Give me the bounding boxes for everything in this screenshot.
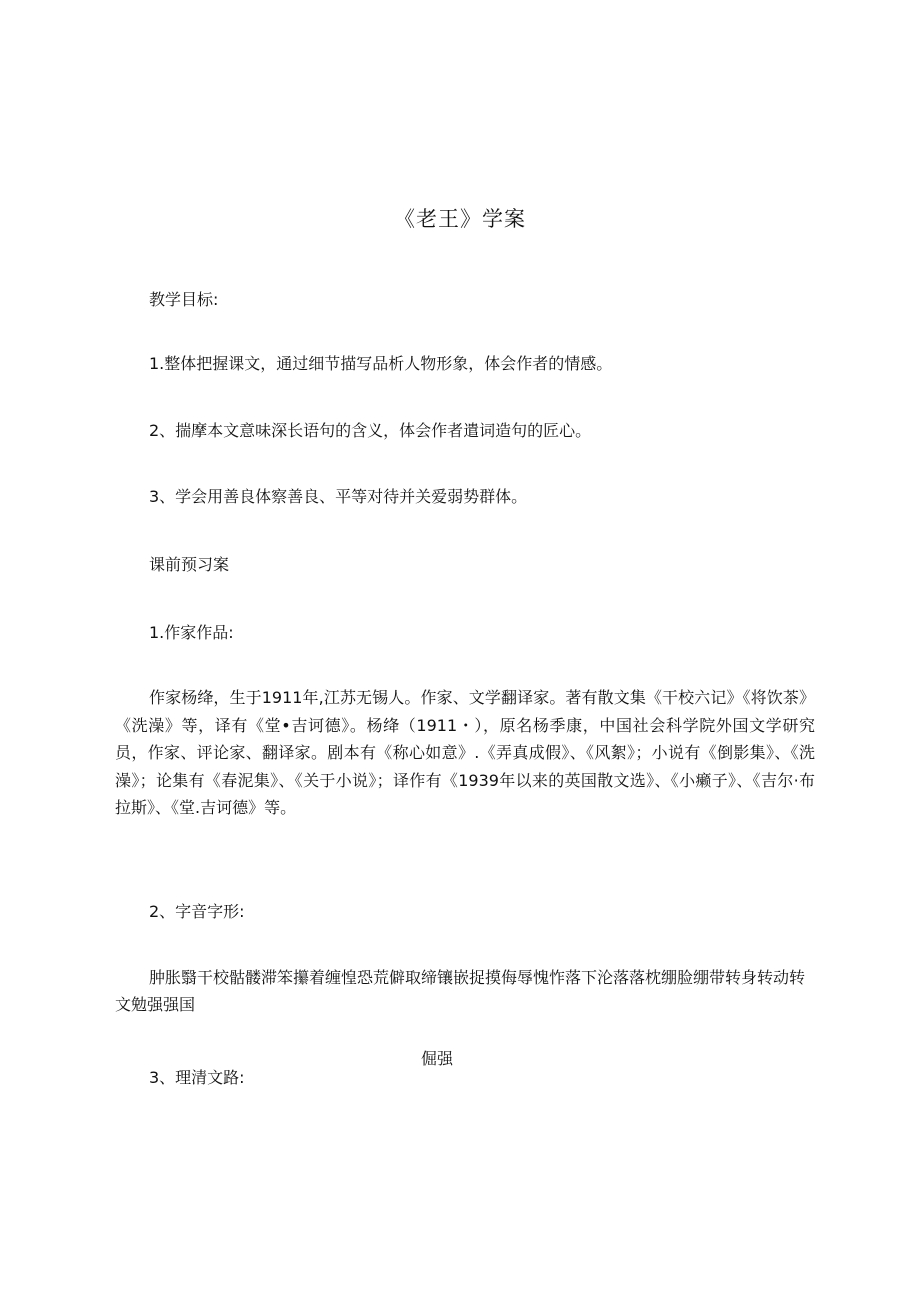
pronunciation-heading: 2、字音字形: [149, 902, 245, 921]
preview-heading: 课前预习案 [149, 555, 230, 574]
author-works-heading: 1.作家作品: [149, 623, 234, 642]
author-works-paragraph: 作家杨绛，生于1911年,江苏无锡人。作家、文学翻译家。著有散文集《干校六记》《将饮茶》《洗澡》等，译有《堂•吉诃德》。杨绛（1911・），原名杨季康，中国社会科学院外国文学研究员，作家、评论家、翻译家。剧本有《称心如意》.《弄真成假》、《风絮》；小说有《倒影集》、《洗澡》；论集有《春泥集》、《关于小说》；译作有《1939年以来的英国散文选》、《小癞子》、《吉尔·布拉斯》、《堂.吉诃德》等。 [115, 688, 815, 818]
pronunciation-characters: 肿胀翳干校骷髅滞笨攥着缠惶恐荒僻取缔镶嵌捉摸侮辱愧怍落下沦落落枕绷脸绷带转身转动转文勉强强国 [115, 968, 806, 1014]
floating-word: 倔强 [421, 1049, 454, 1068]
goals-heading: 教学目标: [149, 290, 219, 309]
structure-heading: 3、理清文路: [149, 1068, 245, 1087]
goal-item-2: 2、揣摩本文意味深长语句的含义，体会作者遣词造句的匠心。 [149, 421, 592, 440]
goal-item-1: 1.整体把握课文，通过细节描写品析人物形象，体会作者的情感。 [149, 354, 613, 373]
document-title: 《老王》学案 [394, 207, 526, 231]
goal-item-3: 3、学会用善良体察善良、平等对待并关爱弱势群体。 [149, 487, 528, 506]
